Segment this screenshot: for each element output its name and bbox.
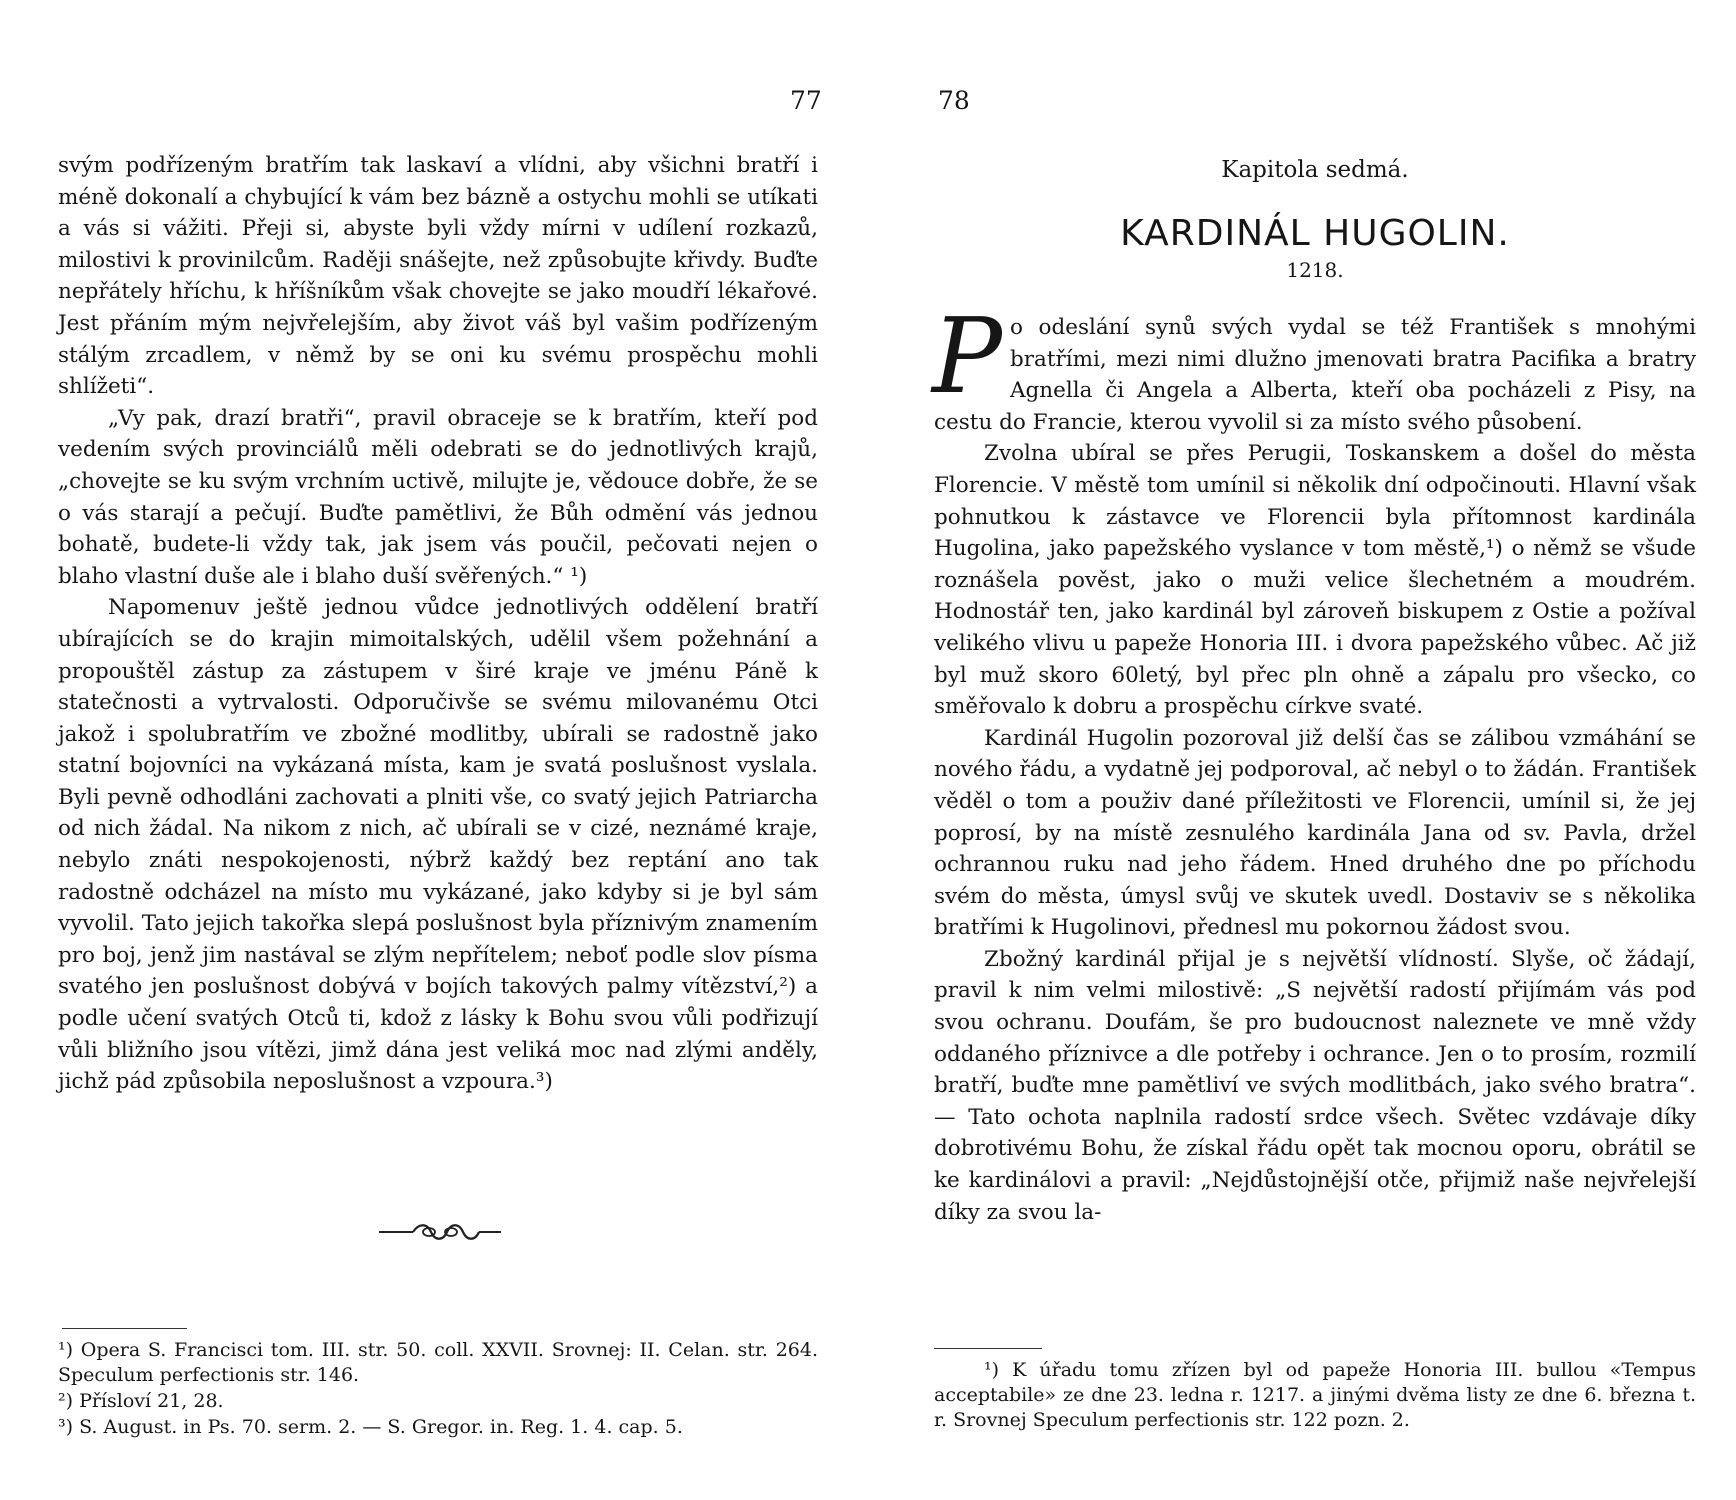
chapter-title: KARDINÁL HUGOLIN.: [1120, 213, 1510, 254]
paragraph: Zbožný kardinál přijal je s největší vlídností. Slyše, oč žádají, pravil k nim velmi milostivě: „S největší radostí přijímám vás pod svou ochranu. Doufám, še pro budoucnost naleznete ve mně vždy oddaného příznivce a dle potřeby i ochrance. Jen o to prosím, rozmilí bratří, buďte mne pamětliví ve svých modlitbách, jako svého bratra“. — Tato ochota naplnila radostí srdce všech. Světec vzdávaje díky dobrotivému Bohu, že získal řádu opět tak mocnou oporu, obrátil se ke kardinálovi a pravil: „Nejdůstojnější otče, přijmiž naše nejvřelejší díky za svou la-: [934, 946, 1696, 1225]
right-body-text: [932, 295, 1696, 1228]
page-number-right: 78: [938, 86, 970, 115]
chapter-label: Kapitola sedmá.: [1221, 157, 1409, 183]
footnote: ¹) Opera S. Francisci tom. III. str. 50. coll. XXVII. Srovnej: II. Celan. str. 264. Speculum perfectionis str. 146.: [58, 1339, 818, 1386]
first-paragraph-text: o odeslání synů svých vydal se též František s mnohými bratřími, mezi nimi dlužno jmenovati bratra Pacifika a bratry Agnella či Angela a Alberta, kteří oba pocházeli z Pisy, na cestu do Francie, kterou vyvolil si za místo svého působení.: [934, 315, 1696, 435]
paragraph: Napomenuv ještě jednou vůdce jednotlivých oddělení bratří ubírajících se do krajin mimoitalských, udělil všem požehnání a propouštěl zástup za zástupem v širé kraje ve jménu Páně k statečnosti a vytrvalosti. Odporučivše se svému milovanému Otci jakož i spolubratřím ve zbožné modlitby, ubírali se radostně jako statní bojovníci na vykázaná místa, kam je svatá poslušnost vyslala. Byli pevně odhodláni zachovati a plniti vše, co svatý jejich Patriarcha od nich žádal. Na nikom z nich, ač ubírali se v cizé, neznámé kraje, nebylo znáti nespokojenosti, nýbrž každý bez reptání ano tak radostně odcházel na místo mu vykázané, jako kdyby si je byl sám vyvolil. Tato jejich takořka slepá poslušnost byla příznivým znamením pro boj, jenž jim nastával se zlým nepřítelem; neboť podle slov písma svatého jen poslušnost dobývá v bojích takových palmy vítězství,²) a podle učení svatých Otců ti, kdož z lásky k Bohu svou vůli podřizují vůli bližního jsou vítězi, jimž dána jest veliká moc nad zlými anděly, jichž pád způsobila neposlušnost a vzpoura.³): [58, 595, 818, 1095]
left-footnotes: [58, 1338, 818, 1441]
drop-cap: P: [932, 295, 1002, 417]
paragraph: svým podřízeným bratřím tak laskaví a vlídni, aby všichni bratří i méně dokonalí a chybující k vám bez bázně a ostychu mohli se utíkati a vás si vážiti. Přeji si, abyste byli vždy mírni v udílení rozkazů, milostivi k provinilcům. Raději snášejte, než způsobujte křivdy. Buďte nepřátely hříchu, k hříšníkům však chovejte se jako moudří lékařové. Jest přáním mým nejvřelejším, aby život váš byl vašim podřízeným stálým zrcadlem, v němž by se oni ku svému prospěchu mohli shlížeti“.: [58, 153, 818, 400]
left-body-text: [58, 150, 818, 1098]
paragraph: „Vy pak, drazí bratři“, pravil obraceje se k bratřím, kteří pod vedením svých provinciálů měli odebrati se do jednotlivých krajů, „chovejte se ku svým vrchním uctivě, milujte je, vědouce dobře, že se o vás starají a pečují. Buďte pamětlivi, že Bůh odmění vás jednou bohatě, budete-li vždy tak, jak jsem vás poučil, pečovati nejen o blaho vlastní duše ale i blaho duší svěřených.“ ¹): [58, 405, 818, 589]
footnote: ³) S. August. in Ps. 70. serm. 2. — S. Gregor. in. Reg. 1. 4. cap. 5.: [58, 1416, 683, 1438]
ornament-fleuron-icon: [375, 1219, 505, 1245]
footnote-rule: [934, 1348, 1042, 1349]
right-page: [868, 0, 1736, 1500]
page-number-left: 77: [790, 86, 822, 115]
footnote-rule: [62, 1328, 187, 1329]
paragraph: Zvolna ubíral se přes Perugii, Toskanskem a došel do města Florencie. V městě tom umínil si několik dní odpočinouti. Hlavní však pohnutkou k zástavce ve Florencii byla přítomnost kardinála Hugolina, jako papežského vyslance v tom městě,¹) o němž se všude roznášela pověst, jako o muži velice šlechetném a moudrém. Hodnostář ten, jako kardinál byl zároveň biskupem z Ostie a požíval velikého vlivu u papeže Honoria III. i dvora papežského vůbec. Ač již byl muž skoro 60letý, byl přec pln ohně a zápalu pro všecko, co směřovalo k dobru a prospěchu církve svaté.: [934, 441, 1696, 720]
chapter-year: 1218.: [1286, 258, 1344, 282]
paragraph: [932, 295, 1696, 438]
footnote: ¹) K úřadu tomu zřízen byl od papeže Honoria III. bullou «Tempus acceptabile» ze dne 23. ledna r. 1217. a jinými dvěma listy ze dne 6. března t. r. Srovnej Speculum perfectionis str. 122 pozn. 2.: [934, 1359, 1696, 1431]
paragraph: Kardinál Hugolin pozoroval již delší čas se zálibou vzmáhání se nového řádu, a vydatně jej podporoval, ač nebyl o to žádán. František věděl o tom a použiv dané příležitosti ve Florencii, umínil si, že jej poprosí, by na místě zesnulého kardinála Jana od sv. Pavla, držel ochrannou ruku nad jeho řádem. Hned druhého dne po příchodu svém do města, úmysl svůj ve skutek uvedl. Dostaviv se s několika bratřími k Hugolinovi, přednesl mu pokornou žádost svou.: [934, 725, 1696, 941]
footnote: ²) Přísloví 21, 28.: [58, 1390, 224, 1412]
right-footnotes: [934, 1358, 1696, 1434]
